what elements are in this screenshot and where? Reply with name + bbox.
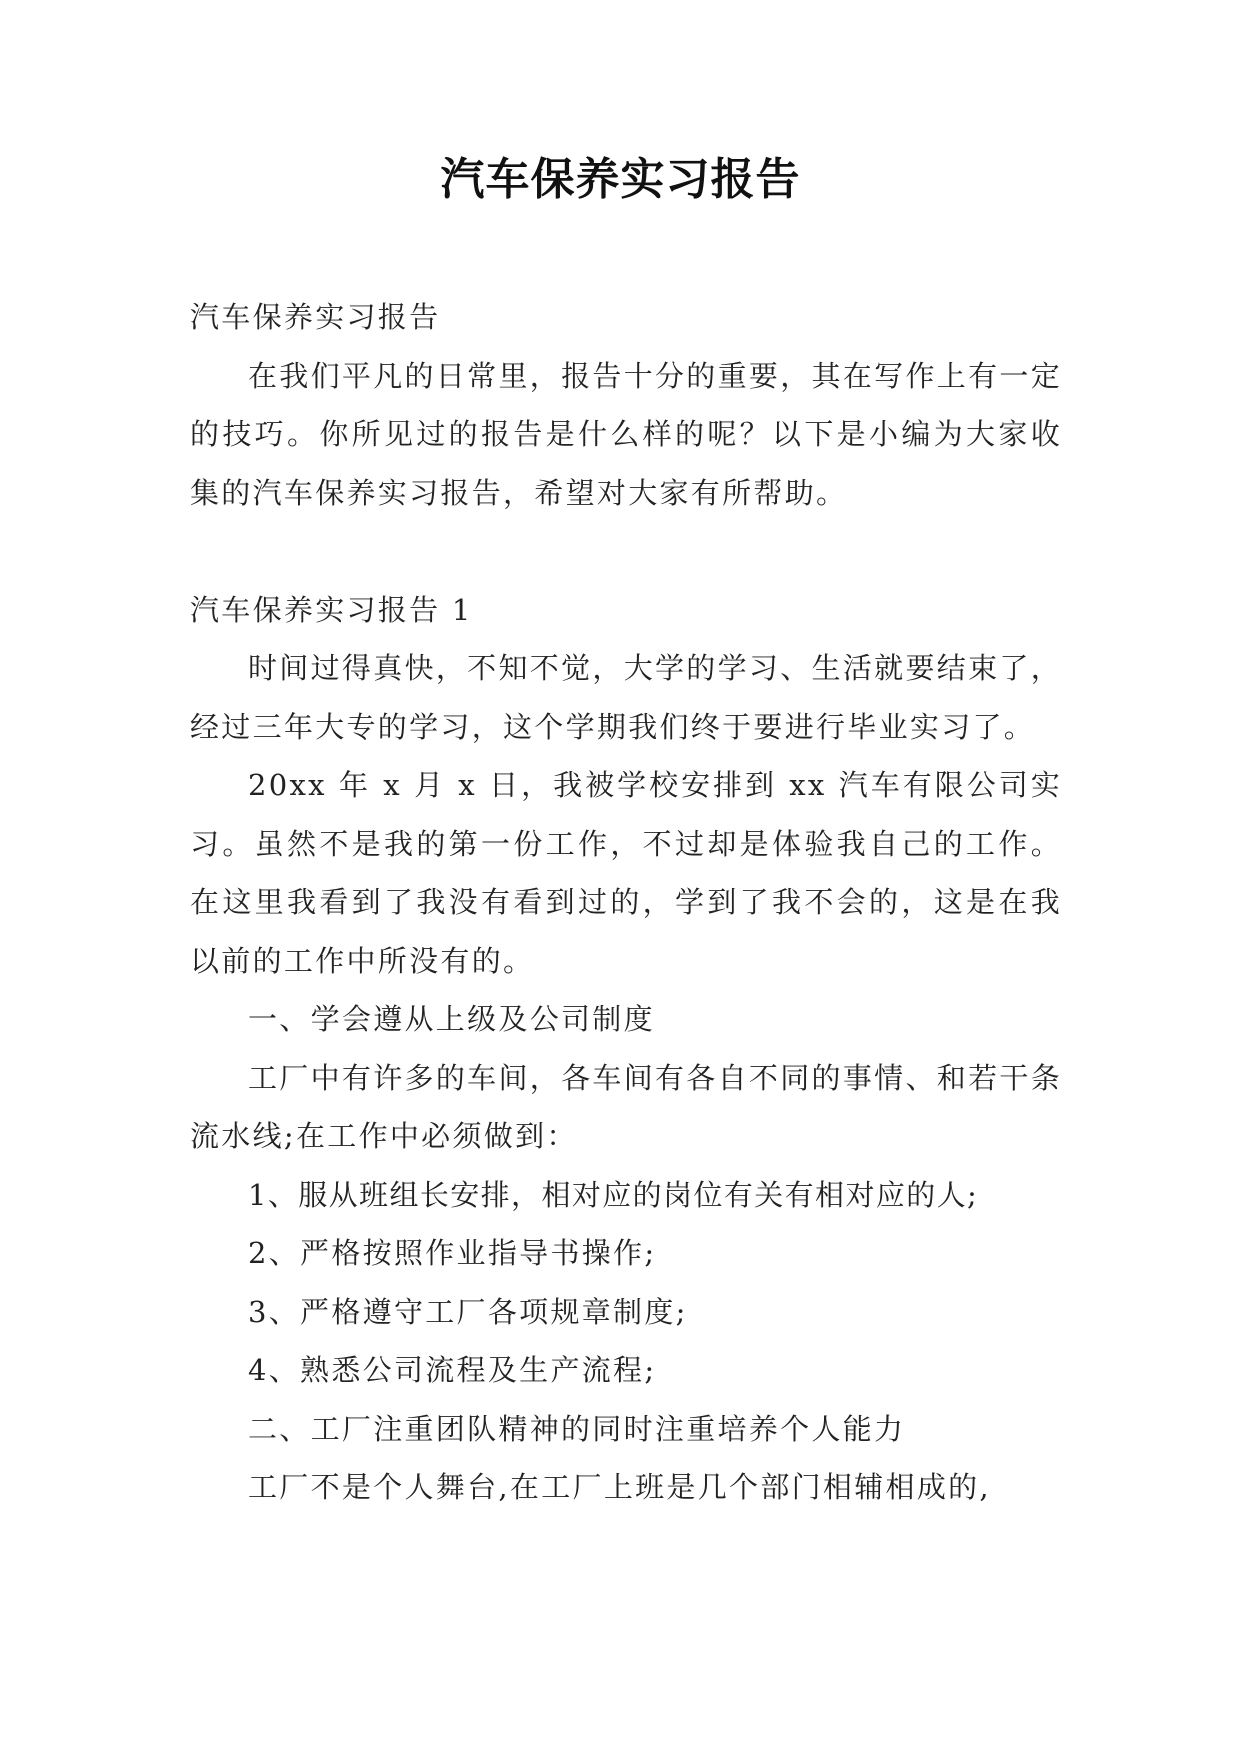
document-body <box>190 288 1062 1517</box>
paragraph: 时间过得真快，不知不觉，大学的学习、生活就要结束了，经过三年大专的学习，这个学期我们终于要进行毕业实习了。 <box>190 651 1062 744</box>
document-subtitle: 汽车保养实习报告 <box>190 300 441 334</box>
paragraph: 工厂不是个人舞台,在工厂上班是几个部门相辅相成的, <box>248 1470 991 1504</box>
document-title: 汽车保养实习报告 <box>440 154 801 205</box>
intro-paragraph: 在我们平凡的日常里，报告十分的重要，其在写作上有一定的技巧。你所见过的报告是什么样的呢？以下是小编为大家收集的汽车保养实习报告，希望对大家有所帮助。 <box>190 358 1062 510</box>
list-item: 1、服从班组长安排，相对应的岗位有关有相对应的人; <box>248 1177 979 1212</box>
paragraph: 20xx 年 x 月 x 日，我被学校安排到 xx 汽车有限公司实习。虽然不是我的第一份工作，不过却是体验我自己的工作。在这里我看到了我没有看到过的，学到了我不会的，这是在我以前的工作中所没有的。 <box>190 768 1062 978</box>
list-item: 4、熟悉公司流程及生产流程; <box>248 1353 657 1387</box>
section-heading: 汽车保养实习报告 1 <box>190 592 473 627</box>
paragraph: 工厂中有许多的车间，各车间有各自不同的事情、和若干条流水线;在工作中必须做到： <box>190 1060 1062 1153</box>
list-item: 2、严格按照作业指导书操作; <box>248 1236 657 1270</box>
subsection-heading: 一、学会遵从上级及公司制度 <box>248 1002 655 1036</box>
subsection-heading: 二、工厂注重团队精神的同时注重培养个人能力 <box>248 1411 906 1446</box>
list-item: 3、严格遵守工厂各项规章制度; <box>248 1294 688 1329</box>
paragraph-spacer <box>190 522 1062 581</box>
